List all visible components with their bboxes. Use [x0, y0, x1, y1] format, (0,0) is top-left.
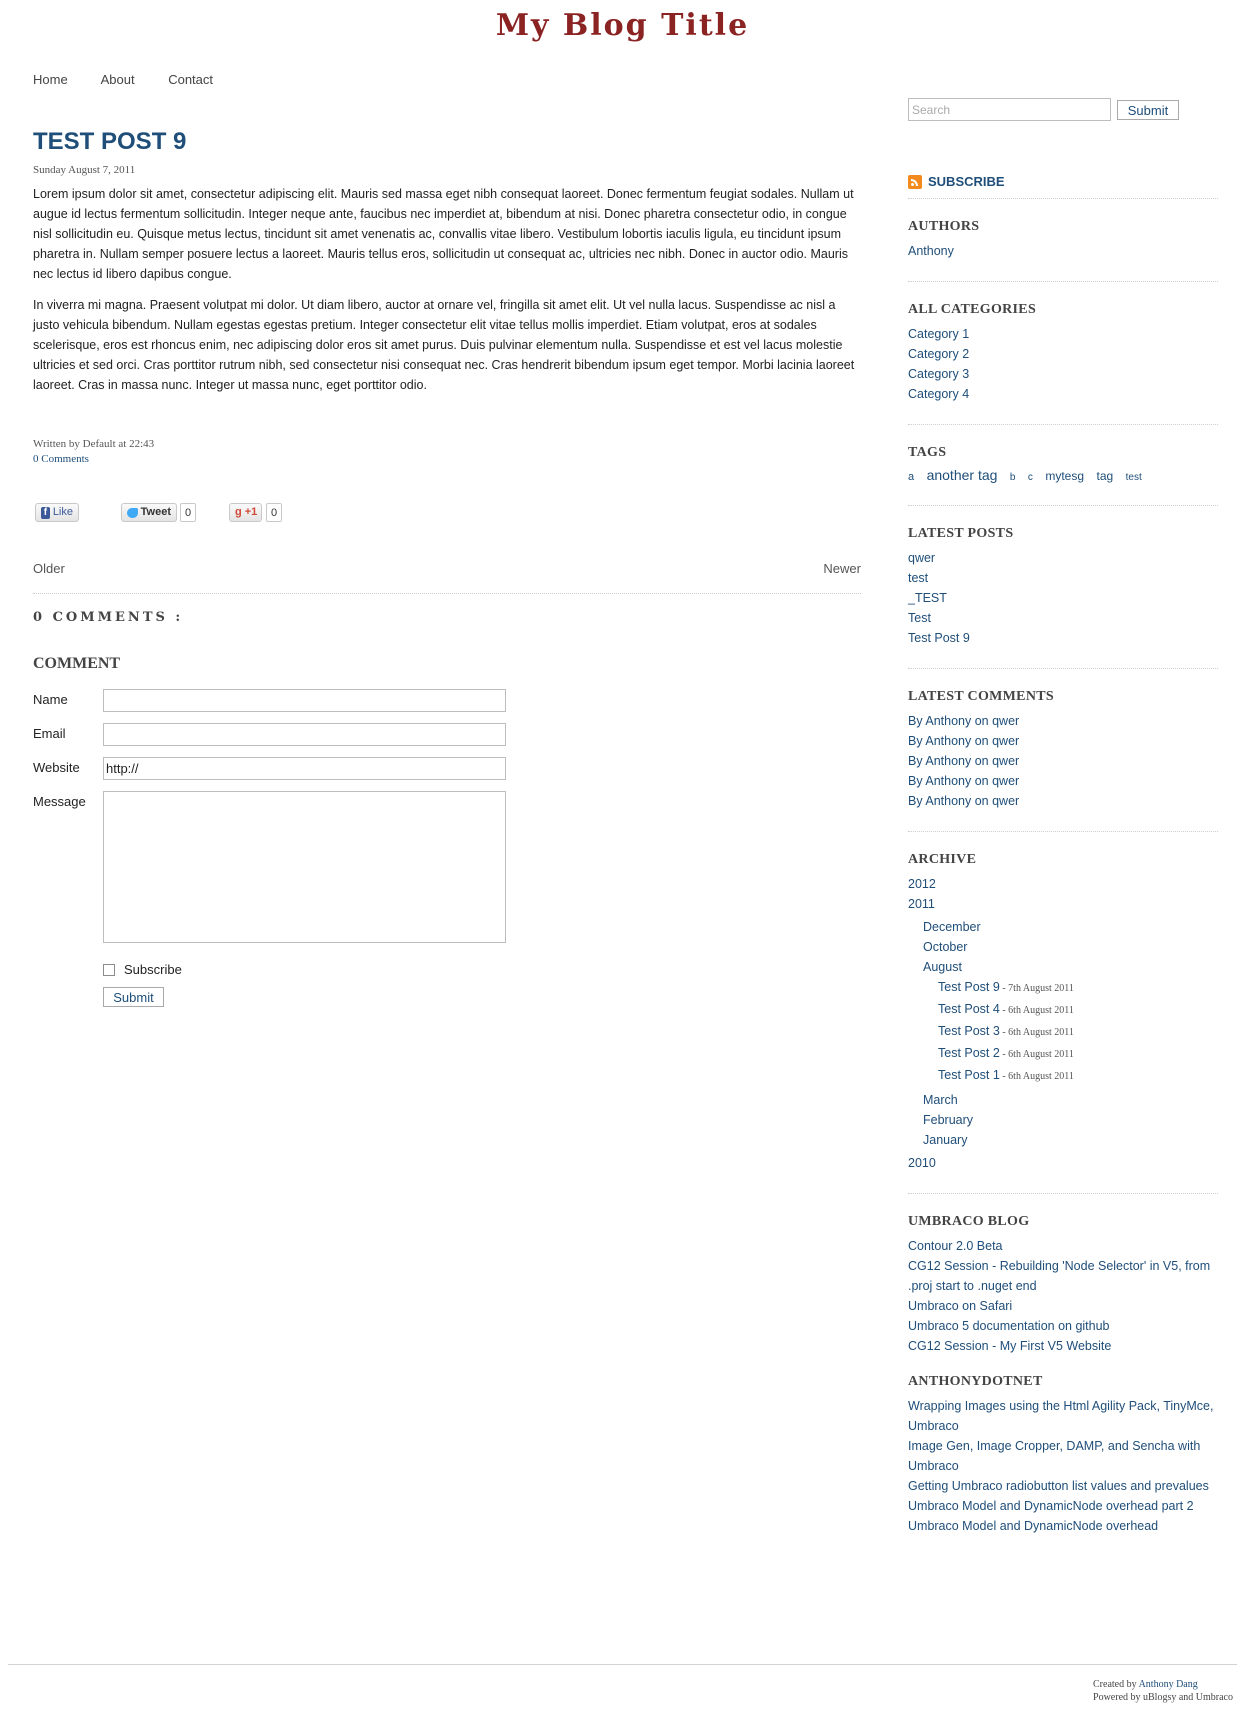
google-plus-count: 0 [266, 503, 282, 522]
archive-month-link[interactable]: January [923, 1133, 968, 1147]
facebook-icon: f [41, 507, 50, 519]
latest-comment-link[interactable]: By Anthony on qwer [908, 714, 1020, 728]
archive-year-link[interactable]: 2012 [908, 877, 936, 891]
comments-divider [33, 593, 861, 594]
post-paragraph: In viverra mi magna. Praesent volutpat mi dolor. Ut diam libero, auctor at ornare vel, fringilla sit amet elit. Ut vel nulla lacus. Suspendisse ac nisl a justo vehicula bibendum. Nullam egestas egestas pretium. Integer consectetur elit vitae tellus mollis imperdiet. Etiam volutpat, eros at sodales scelerisque, eros est rhoncus enim, nec adipiscing dolor eros sit amet purus. Duis pulvinar elementum nulla. Suspendisse et est vel lacus molestie ultricies et sed orci. Cras porttitor rutrum nibh, sed consectetur nisi consequat nec. Cras hendrerit bibendum ipsum eget tempor. Morbi lacinia laoreet laoreet. Cras in massa nunc. Integer ut massa nunc, eget porttitor odio. [33, 298, 855, 392]
author-link[interactable]: Anthony [908, 244, 954, 258]
latest-post-link[interactable]: qwer [908, 551, 936, 565]
message-label: Message [33, 794, 86, 809]
umbraco-blog-link[interactable]: CG12 Session - Rebuilding 'Node Selector' in V5, from .proj start to .nuget end [908, 1259, 1211, 1293]
comment-submit-button[interactable]: Submit [103, 987, 164, 1007]
tag-link[interactable]: b [1009, 472, 1016, 483]
main-nav [33, 72, 243, 87]
rss-icon [908, 175, 922, 189]
latest-post-link[interactable]: Test Post 9 [908, 631, 970, 645]
website-label: Website [33, 760, 80, 775]
umbraco-blog-link[interactable]: Umbraco 5 documentation on github [908, 1319, 1110, 1333]
latest-comment-link[interactable]: By Anthony on qwer [908, 774, 1020, 788]
anthonydotnet-title: ANTHONYDOTNET [908, 1374, 1043, 1389]
archive-post-link[interactable]: Test Post 4 - 6th August 2011 [938, 1002, 1074, 1016]
archive-post-link[interactable]: Test Post 3 - 6th August 2011 [938, 1024, 1074, 1038]
google-plus-icon: g [235, 506, 242, 518]
sidebar-sections [908, 198, 1218, 1556]
search-submit-button[interactable]: Submit [1117, 100, 1179, 120]
tags-title: TAGS [908, 445, 947, 460]
tag-link[interactable]: another tag [926, 467, 998, 483]
subscribe-checkbox[interactable] [103, 964, 115, 976]
category-link[interactable]: Category 1 [908, 327, 970, 341]
latest-comment-link[interactable]: By Anthony on qwer [908, 794, 1020, 808]
share-bar [33, 503, 861, 529]
archive-year-link[interactable]: 2010 [908, 1156, 936, 1170]
umbraco-blog-link[interactable]: Contour 2.0 Beta [908, 1239, 1003, 1253]
categories-section [908, 281, 1218, 424]
anthonydotnet-link[interactable]: Getting Umbraco radiobutton list values and prevalues [908, 1479, 1209, 1493]
site-title: My Blog Title [495, 8, 750, 43]
authors-title: AUTHORS [908, 219, 980, 234]
search-input[interactable] [908, 98, 1111, 121]
anthonydotnet-link[interactable]: Umbraco Model and DynamicNode overhead [908, 1519, 1159, 1533]
subscribe-label: Subscribe [124, 962, 182, 977]
tweet-label: Tweet [140, 506, 171, 518]
archive-section [908, 831, 1218, 1193]
tag-link[interactable]: c [1027, 472, 1033, 483]
name-label: Name [33, 692, 68, 707]
archive-title: ARCHIVE [908, 852, 977, 867]
latest-comment-link[interactable]: By Anthony on qwer [908, 734, 1020, 748]
category-link[interactable]: Category 2 [908, 347, 970, 361]
archive-year-link[interactable]: 2011 [908, 897, 935, 911]
umbraco-blog-title: UMBRACO BLOG [908, 1214, 1030, 1229]
anthonydotnet-link[interactable]: Umbraco Model and DynamicNode overhead part 2 [908, 1499, 1194, 1513]
latest-post-link[interactable]: Test [908, 611, 931, 625]
google-plus-label: +1 [244, 506, 258, 518]
archive-post-link[interactable]: Test Post 9 - 7th August 2011 [938, 980, 1074, 994]
latest-posts-section [908, 505, 1218, 668]
tags-section [908, 424, 1218, 505]
footer-author-link[interactable]: Anthony Dang [1138, 1679, 1198, 1690]
category-link[interactable]: Category 4 [908, 387, 970, 401]
written-by: Written by Default at 22:43 [33, 438, 155, 450]
comment-form-heading: COMMENT [33, 655, 121, 672]
archive-month-link[interactable]: December [923, 920, 981, 934]
subscribe-label: SUBSCRIBE [928, 174, 1005, 189]
tag-link[interactable]: mytesg [1045, 469, 1085, 483]
post-date: Sunday August 7, 2011 [33, 164, 136, 176]
latest-post-link[interactable]: _TEST [908, 591, 947, 605]
facebook-like-button[interactable] [35, 503, 79, 522]
archive-post-link[interactable]: Test Post 1 - 6th August 2011 [938, 1068, 1074, 1082]
email-label: Email [33, 726, 66, 741]
comments-count-heading: 0 COMMENTS : [33, 610, 184, 625]
post-meta [33, 437, 861, 467]
name-field[interactable] [103, 689, 506, 712]
umbraco-blog-link[interactable]: Umbraco on Safari [908, 1299, 1013, 1313]
twitter-icon [127, 508, 138, 518]
email-field[interactable] [103, 723, 506, 746]
tweet-button[interactable] [121, 503, 177, 522]
main-content [33, 128, 861, 1005]
category-link[interactable]: Category 3 [908, 367, 970, 381]
post-paragraph: Lorem ipsum dolor sit amet, consectetur adipiscing elit. Mauris sed massa eget nibh consequat laoreet. Donec fermentum feugiat sodales. Nullam ut augue id lectus fermentum sollicitudin. Integer neque ante, faucibus nec imperdiet at, bibendum at nisi. Donec pharetra consectetur odio, in congue nisl sollicitudin eu. Quisque metus lectus, tincidunt sit amet venenatis ac, convallis vitae libero. Vestibulum lobortis iaculis ligula, eu tincidunt ipsum pharetra in. Nullam semper posuere lectus a laoreet. Mauris tellus eros, sollicitudin ut consequat ac, ultricies nec nibh. Donec in auctor odio. Mauris nec lectus id libero dapibus congue. [33, 187, 854, 281]
anthonydotnet-link[interactable]: Image Gen, Image Cropper, DAMP, and Sencha with Umbraco [908, 1439, 1201, 1473]
tweet-count: 0 [180, 503, 196, 522]
latest-comments-title: LATEST COMMENTS [908, 689, 1054, 704]
footer-powered-by: Powered by uBlogsy and Umbraco [1093, 1692, 1233, 1703]
authors-section [908, 198, 1218, 281]
post-body [33, 184, 861, 395]
archive-month-link[interactable]: February [923, 1113, 974, 1127]
tag-link[interactable]: tag [1096, 469, 1114, 483]
subscribe-link[interactable] [908, 174, 1005, 189]
newer-link[interactable]: Newer [823, 561, 861, 576]
older-link[interactable]: Older [33, 561, 65, 576]
footer [1093, 1678, 1233, 1704]
google-plus-button[interactable] [229, 503, 262, 522]
archive-post-link[interactable]: Test Post 2 - 6th August 2011 [938, 1046, 1074, 1060]
anthonydotnet-link[interactable]: Wrapping Images using the Html Agility Pack, TinyMce, Umbraco [908, 1399, 1214, 1433]
comments-link[interactable]: 0 Comments [33, 453, 89, 465]
umbraco-blog-section [908, 1193, 1218, 1556]
footer-credit: Created by Anthony Dang [1093, 1679, 1198, 1690]
tag-link[interactable]: a [908, 471, 915, 483]
latest-comments-section [908, 668, 1218, 831]
nav-contact[interactable]: Contact [168, 72, 214, 87]
umbraco-blog-link[interactable]: CG12 Session - My First V5 Website [908, 1339, 1112, 1353]
post-title[interactable]: TEST POST 9 [33, 128, 187, 155]
message-field[interactable] [103, 791, 506, 943]
footer-divider [8, 1664, 1237, 1665]
latest-posts-title: LATEST POSTS [908, 526, 1014, 541]
archive-month-link[interactable]: March [923, 1093, 958, 1107]
nav-about[interactable]: About [100, 72, 135, 87]
post-pager [33, 561, 861, 581]
comment-form [33, 689, 861, 1005]
tag-link[interactable]: test [1125, 472, 1142, 483]
archive-month-link[interactable]: August [923, 960, 962, 974]
latest-comment-link[interactable]: By Anthony on qwer [908, 754, 1020, 768]
nav-home[interactable]: Home [33, 72, 68, 87]
archive-month-link[interactable]: October [923, 940, 968, 954]
categories-title: ALL CATEGORIES [908, 302, 1037, 317]
website-field[interactable] [103, 757, 506, 780]
facebook-like-label: Like [52, 506, 73, 518]
latest-post-link[interactable]: test [908, 571, 929, 585]
